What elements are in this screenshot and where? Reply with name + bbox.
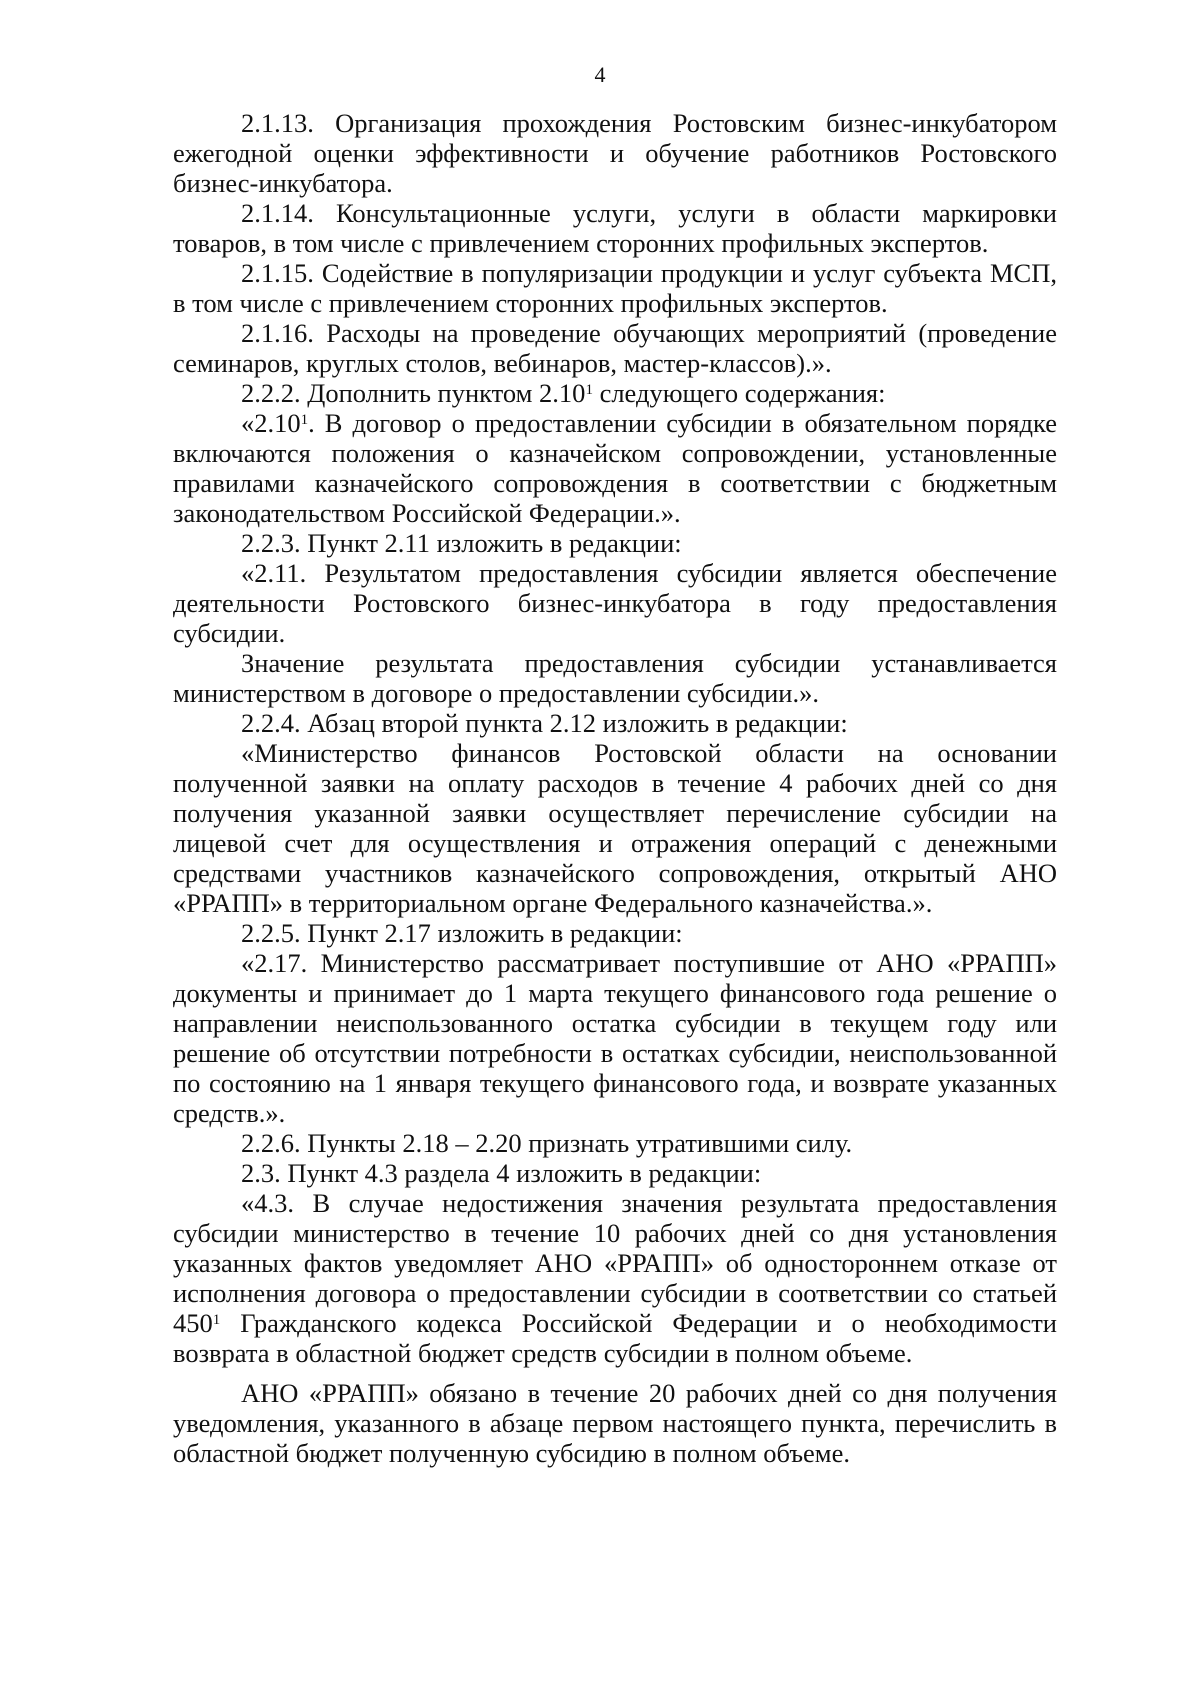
paragraph-text: «4.3. В случае недостижения значения результата предоставления субсидии министерство в течение 10 рабочих дней со дня установления указанных фактов уведомляет АНО «РРАПП» об одностороннем отказе от исполнения договора о предоставлении субсидии в соответствии со статьей 450 xyxy=(173,1188,1057,1338)
paragraph-rrapp-obligation: АНО «РРАПП» обязано в течение 20 рабочих дней со дня получения уведомления, указанного в абзаце первом настоящего пункта, перечислить в областной бюджет полученную субсидию в полном объеме. xyxy=(173,1378,1057,1468)
paragraph-2-1-15: 2.1.15. Содействие в популяризации продукции и услуг субъекта МСП, в том числе с привлечением сторонних профильных экспертов. xyxy=(173,258,1057,318)
superscript: 1 xyxy=(300,411,309,428)
paragraph-quote-2-17: «2.17. Министерство рассматривает поступившие от АНО «РРАПП» документы и принимает до 1 марта текущего финансового года решение о направлении неиспользованного остатка субсидии в текущем году или решение об отсутствии потребности в остатках субсидии, неиспользованной по состоянию на 1 января текущего финансового года, и возврате указанных средств.». xyxy=(173,948,1057,1128)
paragraph-2-1-13: 2.1.13. Организация прохождения Ростовским бизнес-инкубатором ежегодной оценки эффективности и обучение работников Ростовского бизнес-инкубатора. xyxy=(173,108,1057,198)
paragraph-text: следующего содержания: xyxy=(592,378,886,408)
document-body xyxy=(173,108,1057,1468)
superscript: 1 xyxy=(212,1311,221,1328)
paragraph-2-2-6: 2.2.6. Пункты 2.18 – 2.20 признать утратившими силу. xyxy=(241,1128,853,1158)
paragraph-quote-2-10-1 xyxy=(173,408,1057,528)
paragraph-2-1-16: 2.1.16. Расходы на проведение обучающих мероприятий (проведение семинаров, круглых столов, вебинаров, мастер-классов).». xyxy=(173,318,1057,378)
page-number: 4 xyxy=(594,62,606,87)
paragraph-quote-2-11: «2.11. Результатом предоставления субсидии является обеспечение деятельности Ростовского бизнес-инкубатора в году предоставления субсидии. xyxy=(173,558,1057,648)
paragraph-2-1-14: 2.1.14. Консультационные услуги, услуги в области маркировки товаров, в том числе с привлечением сторонних профильных экспертов. xyxy=(173,198,1057,258)
paragraph-2-3: 2.3. Пункт 4.3 раздела 4 изложить в редакции: xyxy=(241,1158,762,1188)
paragraph-2-2-5: 2.2.5. Пункт 2.17 изложить в редакции: xyxy=(241,918,683,948)
paragraph-2-2-4: 2.2.4. Абзац второй пункта 2.12 изложить в редакции: xyxy=(241,708,848,738)
paragraph-quote-4-3 xyxy=(173,1188,1057,1368)
paragraph-result-value: Значение результата предоставления субсидии устанавливается министерством в договоре о предоставлении субсидии.». xyxy=(173,648,1057,708)
paragraph-text: Гражданского кодекса Российской Федерации и о необходимости возврата в областной бюджет средств субсидии в полном объеме. xyxy=(173,1308,1057,1368)
superscript: 1 xyxy=(585,381,593,398)
paragraph-2-2-2 xyxy=(173,378,1057,408)
paragraph-text: . В договор о предоставлении субсидии в обязательном порядке включаются положения о казначейском сопровождении, установленные правилами казначейского сопровождения в соответствии с бюджетным законодательством Российской Федерации.». xyxy=(173,408,1057,528)
paragraph-quote-ministry-finance: «Министерство финансов Ростовской области на основании полученной заявки на оплату расходов в течение 4 рабочих дней со дня получения указанной заявки осуществляет перечисление субсидии на лицевой счет для осуществления и отражения операций с денежными средствами участников казначейского сопровождения, открытый АНО «РРАПП» в территориальном органе Федерального казначейства.». xyxy=(173,738,1057,918)
paragraph-2-2-3: 2.2.3. Пункт 2.11 изложить в редакции: xyxy=(241,528,682,558)
paragraph-text: «2.10 xyxy=(241,408,301,438)
paragraph-text: 2.2.2. Дополнить пунктом 2.10 xyxy=(241,378,586,408)
